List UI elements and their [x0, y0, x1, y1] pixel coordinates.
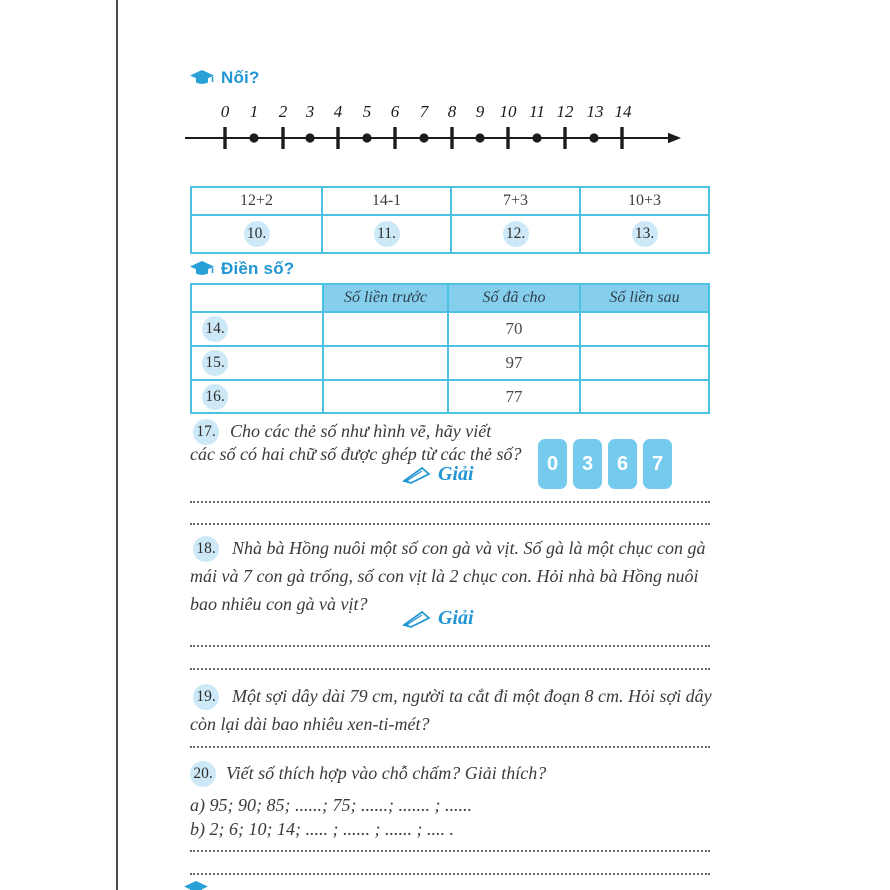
- question-number-badge: 10.: [244, 221, 270, 247]
- match-answer-cell: [450, 214, 579, 252]
- question-20-line-a: a) 95; 90; 85; ......; 75; ......; ....... ; ......: [190, 795, 472, 815]
- section-connect-heading: [190, 68, 260, 88]
- section-connect-title: Nối?: [221, 68, 260, 87]
- fill-blank-cell: [322, 311, 447, 345]
- question-number-badge: 14.: [202, 316, 228, 342]
- svg-text:10: 10: [499, 102, 517, 121]
- question-18-text: Nhà bà Hồng nuôi một số con gà và vịt. Số gà là một chục con gà: [232, 538, 706, 558]
- svg-text:12: 12: [556, 102, 574, 121]
- svg-text:0: 0: [220, 102, 230, 121]
- graduation-cap-icon: [190, 261, 214, 278]
- fill-given-cell: 70: [447, 311, 579, 345]
- match-answer-cell: [192, 214, 321, 252]
- page-edge-line: [116, 0, 118, 890]
- fill-row-label-cell: [192, 379, 322, 412]
- svg-text:3: 3: [305, 102, 315, 121]
- svg-text:11: 11: [529, 102, 545, 121]
- section-fill-title: Điền số?: [221, 259, 295, 278]
- answer-line: [190, 501, 710, 503]
- fill-table: [190, 283, 710, 414]
- answer-line: [190, 873, 710, 875]
- solve-heading: Giải: [400, 607, 474, 630]
- question-18-text: bao nhiêu con gà và vịt?: [190, 594, 368, 614]
- number-line-axis: [185, 133, 681, 143]
- number-line: [183, 98, 683, 156]
- svg-text:8: 8: [447, 102, 457, 121]
- svg-text:13: 13: [586, 102, 604, 121]
- question-18-text: mái và 7 con gà trống, số con vịt là 2 chục con. Hỏi nhà bà Hồng nuôi: [190, 566, 699, 586]
- fill-blank-cell: [322, 379, 447, 412]
- question-20-line-b: b) 2; 6; 10; 14; ..... ; ...... ; ...... ; .... .: [190, 819, 454, 839]
- question-number-badge: 18.: [193, 536, 219, 562]
- graduation-cap-icon: [190, 70, 214, 87]
- match-expression: 12+2: [239, 192, 274, 209]
- svg-text:9: 9: [475, 102, 485, 121]
- arrow-head-icon: [668, 133, 681, 143]
- number-cards: [538, 439, 672, 489]
- fill-given-cell: 97: [447, 345, 579, 379]
- question-number-badge: 19.: [193, 684, 219, 710]
- svg-text:7: 7: [419, 102, 429, 121]
- number-line-labels: [221, 102, 632, 121]
- question-19-text: Một sợi dây dài 79 cm, người ta cắt đi một đoạn 8 cm. Hỏi sợi dây: [232, 686, 712, 706]
- match-expression: 10+3: [579, 188, 708, 214]
- number-card: 3: [573, 439, 602, 489]
- question-number-badge: 20.: [190, 761, 216, 787]
- section-fill-heading: [190, 259, 294, 279]
- graduation-cap-icon: [184, 881, 208, 890]
- number-card: 6: [608, 439, 637, 489]
- question-number-badge: 11.: [374, 221, 400, 247]
- question-number-badge: 12.: [503, 221, 529, 247]
- match-answer-cell: [579, 214, 708, 252]
- fill-given-cell: 77: [447, 379, 579, 412]
- number-card: 7: [643, 439, 672, 489]
- answer-line: [190, 746, 710, 748]
- question-number-badge: 16.: [202, 384, 228, 410]
- fill-header: Số liền trước: [322, 285, 447, 311]
- svg-text:1: 1: [249, 102, 259, 121]
- answer-line: [190, 645, 710, 647]
- answer-line: [190, 850, 710, 852]
- fill-blank-cell: [322, 345, 447, 379]
- answer-line: [190, 668, 710, 670]
- question-number-badge: 13.: [632, 221, 658, 247]
- fill-blank-cell: [579, 379, 708, 412]
- fill-header: Số liền sau: [579, 285, 708, 311]
- match-table: [190, 186, 710, 254]
- match-answer-cell: [321, 214, 450, 252]
- fill-header: Số đã cho: [447, 285, 579, 311]
- answer-line: [190, 523, 710, 525]
- match-expression: 14-1: [321, 188, 450, 214]
- svg-text:14: 14: [614, 102, 632, 121]
- question-17-text: Cho các thẻ số như hình vẽ, hãy viết: [230, 421, 492, 441]
- pen-icon: [400, 465, 432, 485]
- fill-blank-cell: [579, 311, 708, 345]
- number-card: 0: [538, 439, 567, 489]
- question-17-text: các số có hai chữ số được ghép từ các thẻ số?: [190, 444, 522, 464]
- svg-text:5: 5: [362, 102, 372, 121]
- solve-heading: Giải: [400, 463, 474, 486]
- fill-row-label-cell: [192, 311, 322, 345]
- svg-text:6: 6: [390, 102, 400, 121]
- fill-row-label-cell: [192, 345, 322, 379]
- svg-text:4: 4: [333, 102, 343, 121]
- question-number-badge: 17.: [193, 419, 219, 445]
- question-20-text: Viết số thích hợp vào chỗ chấm? Giải thích?: [226, 763, 547, 783]
- pen-icon: [400, 609, 432, 629]
- match-expression: 7+3: [450, 188, 579, 214]
- fill-blank-cell: [579, 345, 708, 379]
- question-19-text: còn lại dài bao nhiêu xen-ti-mét?: [190, 714, 430, 734]
- fill-header-empty: [192, 285, 322, 311]
- svg-text:2: 2: [278, 102, 288, 121]
- question-number-badge: 15.: [202, 350, 228, 376]
